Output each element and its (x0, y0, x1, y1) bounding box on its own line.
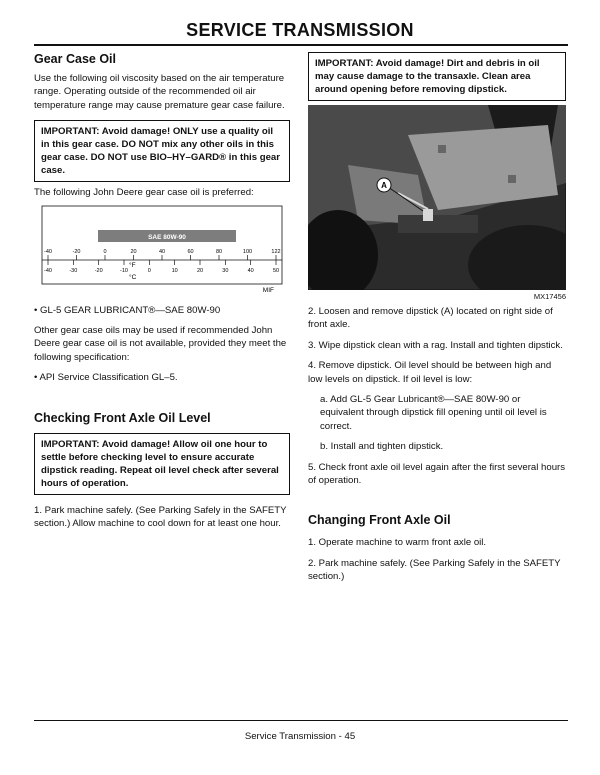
other-oils-text: Other gear case oils may be used if recommended John Deere gear case oil is not available, provided they meet the following specification: (34, 325, 287, 363)
checking-step-1: 1. Park machine safely. (See Parking Safely in the SAFETY section.) Allow machine to cool down for at least one hour. (34, 504, 287, 530)
footer-rule (34, 720, 568, 721)
right-step-3: 3. Wipe dipstick clean with a rag. Install and tighten dipstick. (308, 339, 563, 351)
page-title: SERVICE TRANSMISSION (186, 20, 414, 40)
fahrenheit-tick-label: 40 (158, 248, 166, 255)
callout-a-label: A (381, 181, 387, 190)
celsius-tick-label: -20 (94, 267, 103, 274)
gear-case-intro: Use the following oil viscosity based on the air temperature range. Operating outside of the recommended oil air temperature range may cause premature gear case failure. (34, 73, 285, 111)
celsius-tick-label: 0 (147, 267, 151, 274)
bullet-lubricant: • GL-5 GEAR LUBRICANT®—SAE 80W-90 (34, 304, 221, 316)
dirt-important-box (308, 52, 566, 101)
checking-heading: Checking Front Axle Oil Level (34, 410, 211, 425)
checking-important-box (34, 433, 290, 495)
celsius-scale (44, 260, 279, 274)
celsius-tick-label: 50 (272, 267, 280, 274)
fahrenheit-tick-label: 60 (187, 248, 194, 255)
photo-code: MX17456 (533, 292, 566, 301)
right-column (308, 52, 566, 584)
right-step-2: 2. Loosen and remove dipstick (A) located on right side of front axle. (308, 306, 553, 331)
celsius-tick-label: -40 (44, 267, 52, 274)
celsius-tick-label: 20 (196, 267, 204, 274)
celsius-tick-label: 30 (222, 267, 229, 274)
fahrenheit-tick-label: 122 (271, 248, 281, 255)
celsius-tick-label: 40 (247, 267, 254, 274)
page-footer: Service Transmission - 45 (244, 731, 356, 742)
left-column (34, 52, 290, 530)
changing-step-2: 2. Park machine safely. (See Parking Safely in the SAFETY section.) (308, 557, 561, 583)
right-step-4b: b. Install and tighten dipstick. (320, 441, 444, 453)
fahrenheit-tick-label: 80 (215, 248, 223, 255)
celsius-tick-label: 10 (171, 267, 178, 274)
fahrenheit-tick-label: -40 (44, 248, 52, 255)
changing-heading: Changing Front Axle Oil (308, 513, 451, 528)
fahrenheit-tick-label: 100 (242, 248, 253, 255)
axle-photo (308, 105, 566, 290)
viscosity-chart (34, 204, 290, 301)
checking-important-text: IMPORTANT: Avoid damage! Allow oil one hour to settle before checking level to ensure accurate dipstick reading. Repeat oil level check after several hours of operation. (41, 438, 279, 489)
chart-code: MIF (262, 286, 274, 294)
gear-case-heading: Gear Case Oil (34, 52, 116, 66)
title-rule (34, 44, 568, 46)
gear-case-important-box (34, 120, 290, 182)
fahrenheit-tick-label: -20 (72, 248, 81, 255)
c-unit-label: °C (129, 273, 137, 281)
right-step-4: 4. Remove dipstick. Oil level should be between high and low levels on dipstick. If oil level is low: (308, 360, 552, 385)
preferred-text: The following John Deere gear case oil is preferred: (34, 187, 254, 199)
gear-case-important-text: IMPORTANT: Avoid damage! ONLY use a quality oil in this gear case. DO NOT mix any other oils in this gear case. DO NOT use BIO–HY–GARD® in this gear case. (41, 126, 280, 177)
celsius-tick-label: -30 (69, 267, 78, 274)
bar-label: SAE 80W-90 (148, 233, 186, 241)
fahrenheit-tick-label: 20 (130, 248, 137, 255)
chart-frame (42, 206, 282, 284)
celsius-tick-label: -10 (120, 267, 128, 274)
fahrenheit-tick-label: 0 (103, 248, 107, 255)
f-unit-label: °F (129, 261, 136, 269)
axle-photo-illustration (308, 105, 566, 290)
dirt-important-text: IMPORTANT: Avoid damage! Dirt and debris in oil may cause damage to the transaxle. Clean area around opening before removing dipstick. (315, 58, 540, 95)
bullet-api: • API Service Classification GL–5. (34, 372, 178, 384)
right-step-5: 5. Check front axle oil level again after the first several hours of operation. (308, 461, 566, 487)
changing-step-1: 1. Operate machine to warm front axle oil. (308, 537, 487, 549)
fahrenheit-scale (44, 249, 281, 260)
viscosity-chart-svg (34, 204, 290, 296)
right-step-4a: a. Add GL-5 Gear Lubricant®—SAE 80W-90 or equivalent through dipstick fill opening until oil level is correct. (320, 394, 547, 432)
